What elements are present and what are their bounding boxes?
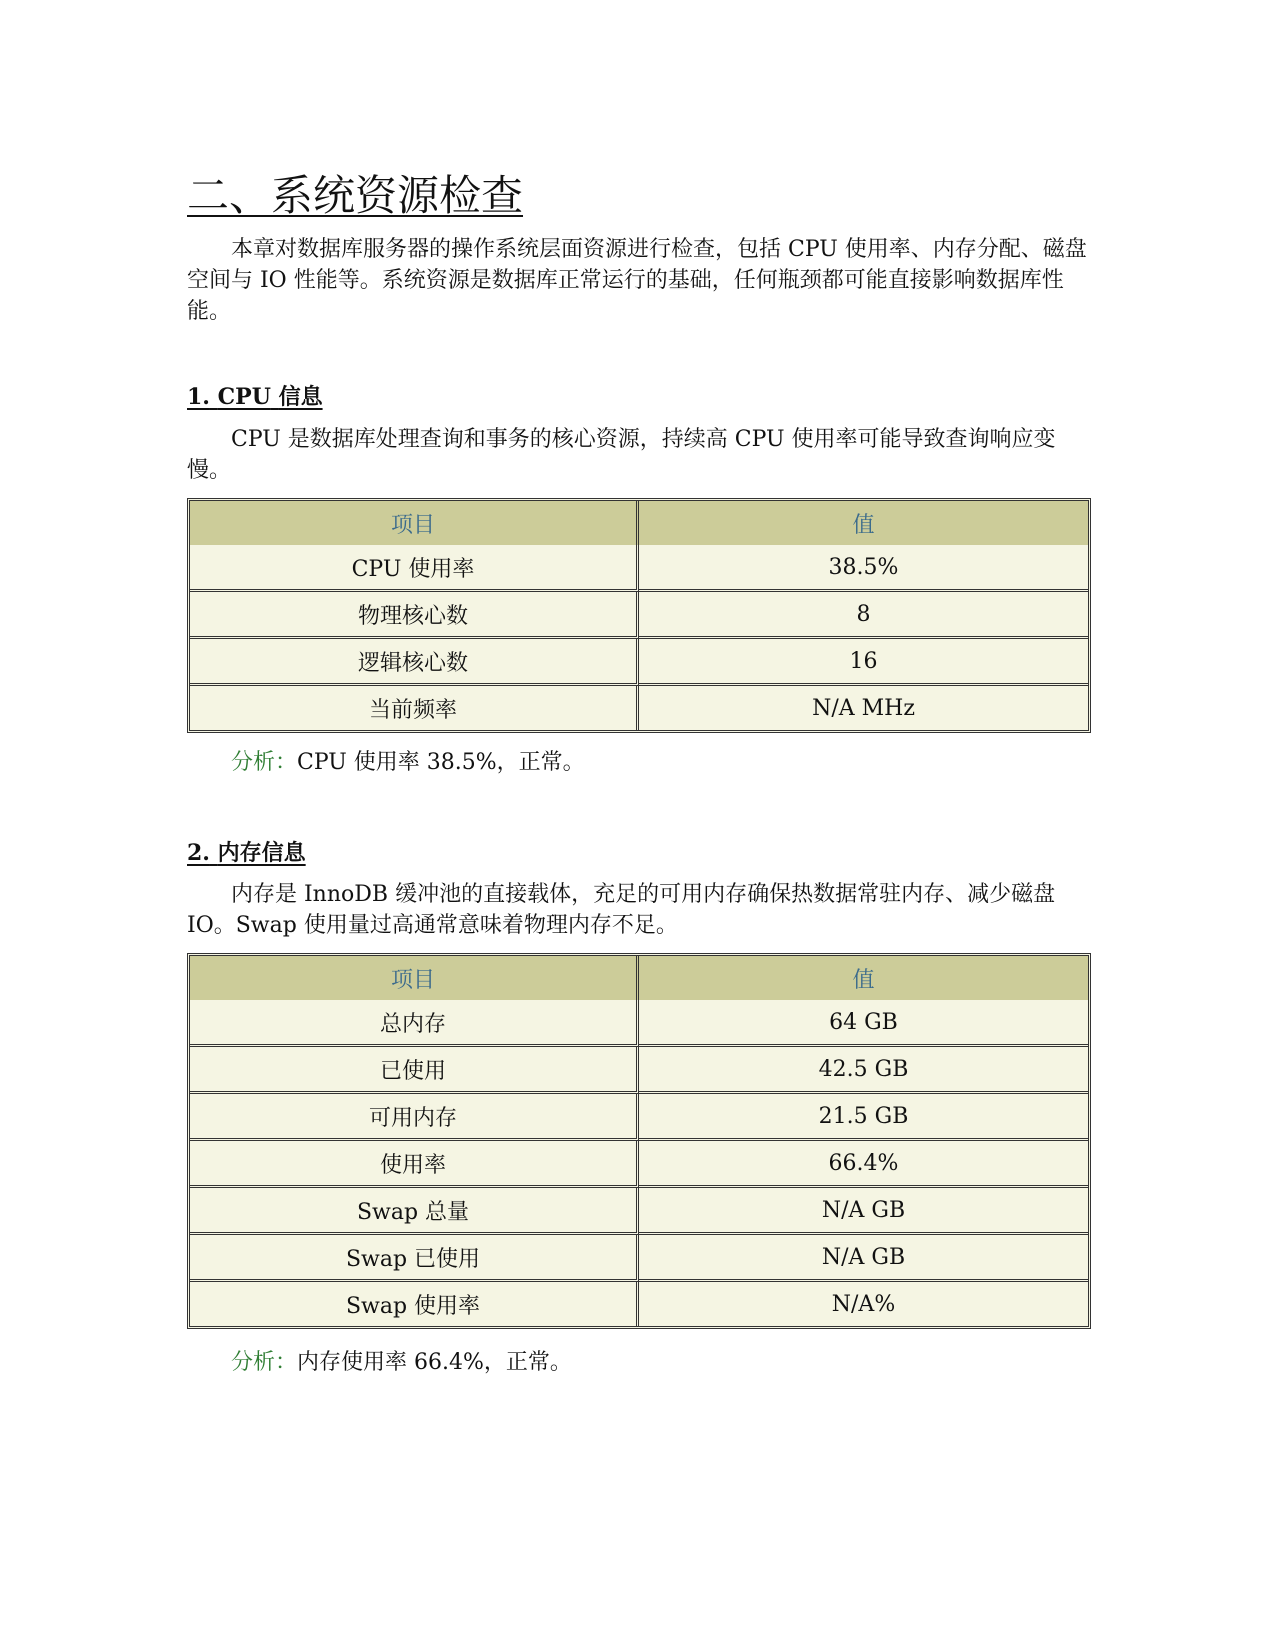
table-row [190,639,1088,686]
table-header-row [190,956,1088,1000]
table-cell-item: 物理核心数 [190,592,639,639]
table-cell-value: N/A% [639,1282,1088,1326]
section-title-cn: 信息 [278,384,323,410]
table-cell-item: CPU 使用率 [190,545,639,592]
column-header-item: 项目 [190,501,639,545]
table-row [190,1141,1088,1188]
table-cell-item: 当前频率 [190,686,639,730]
table-cell-item: Swap 总量 [190,1188,639,1235]
section-heading-memory [187,838,306,868]
table-cell-value: 42.5 GB [639,1047,1088,1094]
table-cell-value: N/A GB [639,1188,1088,1235]
table-row [190,1188,1088,1235]
table-row [190,545,1088,592]
table-row [190,1047,1088,1094]
memory-analysis [231,1348,572,1378]
cpu-info-table [187,498,1091,733]
table-row [190,1094,1088,1141]
table-row [190,686,1088,730]
analysis-text: CPU 使用率 38.5%，正常。 [297,750,585,775]
table-cell-value: N/A GB [639,1235,1088,1282]
table-row [190,1000,1088,1047]
table-row [190,1235,1088,1282]
cpu-analysis [231,748,585,778]
table-cell-value: N/A MHz [639,686,1088,730]
table-cell-item: 逻辑核心数 [190,639,639,686]
memory-info-table [187,953,1091,1329]
chapter-intro: 本章对数据库服务器的操作系统层面资源进行检查，包括 CPU 使用率、内存分配、磁盘空间与 IO 性能等。系统资源是数据库正常运行的基础，任何瓶颈都可能直接影响数据库性能。 [187,237,1087,324]
table-cell-item: 已使用 [190,1047,639,1094]
section-title-cn: 内存信息 [217,840,306,866]
table-cell-item: Swap 已使用 [190,1235,639,1282]
table-cell-value: 16 [639,639,1088,686]
analysis-label: 分析： [231,1350,298,1375]
analysis-label: 分析： [231,750,298,775]
table-cell-value: 21.5 GB [639,1094,1088,1141]
analysis-text: 内存使用率 66.4%，正常。 [297,1350,572,1375]
memory-description: 内存是 InnoDB 缓冲池的直接载体，充足的可用内存确保热数据常驻内存、减少磁盘 IO。Swap 使用量过高通常意味着物理内存不足。 [187,882,1056,938]
table-header-row [190,501,1088,545]
section-number: 1. CPU [187,384,271,410]
column-header-item: 项目 [190,956,639,1000]
table-cell-item: Swap 使用率 [190,1282,639,1326]
table-cell-value: 8 [639,592,1088,639]
table-row [190,592,1088,639]
cpu-description: CPU 是数据库处理查询和事务的核心资源，持续高 CPU 使用率可能导致查询响应变慢。 [187,427,1056,483]
table-cell-value: 64 GB [639,1000,1088,1047]
table-cell-value: 38.5% [639,545,1088,592]
table-cell-item: 总内存 [190,1000,639,1047]
column-header-value: 值 [639,956,1088,1000]
table-cell-value: 66.4% [639,1141,1088,1188]
chapter-title: 二、系统资源检查 [187,171,524,220]
section-number: 2. [187,840,210,866]
table-cell-item: 使用率 [190,1141,639,1188]
section-heading-cpu [187,382,323,412]
table-row [190,1282,1088,1326]
table-cell-item: 可用内存 [190,1094,639,1141]
column-header-value: 值 [639,501,1088,545]
